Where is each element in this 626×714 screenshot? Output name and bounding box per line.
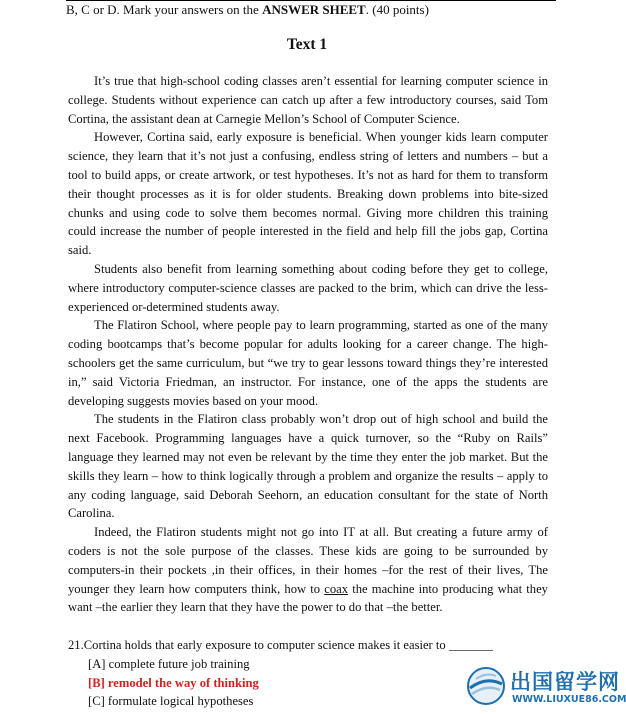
instruction-line bbox=[66, 2, 429, 18]
passage-paragraph: It’s true that high-school coding classes aren’t essential for learning computer science in college. Students without experience can catch up after a few introductory courses, said Tom Cortina, the assistant dean at Carnegie Mellon’s School of Computer Science. bbox=[68, 74, 548, 126]
instruction-prefix: B, C or D. Mark your answers on the bbox=[66, 2, 263, 17]
question-stem: 21.Cortina holds that early exposure to computer science makes it easier to _______ bbox=[68, 638, 493, 652]
passage-paragraph-last bbox=[68, 523, 548, 617]
instruction-answer-sheet: ANSWER SHEET bbox=[262, 2, 366, 17]
underlined-word-coax: coax bbox=[324, 581, 349, 596]
top-rule bbox=[66, 0, 556, 1]
passage bbox=[68, 72, 548, 617]
option-c: [C] formulate logical hypotheses bbox=[88, 694, 254, 709]
instruction-suffix: . (40 points) bbox=[365, 2, 429, 17]
last-paragraph-end: the machine into producing what they want –the earlier they learn that they have the power to do that –the better. bbox=[68, 581, 548, 615]
globe-logo-icon bbox=[466, 666, 506, 706]
passage-paragraph: However, Cortina said, early exposure is beneficial. When younger kids learn computer science, they learn that it’s not just a confusing, endless string of letters and numbers – but a tool to build apps, or create artwork, or test hypotheses. It’s not as hard for them to transform their thought processes as it is for older students. Breaking down problems into bite-sized chunks and using code to solve them becomes normal. Giving more children this training could increase the number of people interested in the field and help fill the jobs gap, Cortina said. bbox=[68, 130, 548, 258]
watermark bbox=[464, 664, 624, 710]
option-a: [A] complete future job training bbox=[88, 656, 250, 671]
passage-paragraph: Students also benefit from learning something about coding before they get to college, where introductory computer-science classes are packed to the brim, which can drive the less-experienced or-determined students away. bbox=[68, 261, 548, 314]
last-paragraph-start: Indeed, the Flatiron students might not go into IT at all. But creating a future army of coders is not the sole purpose of the classes. These kids are going to be surrounded by computers-in their pockets ,in their offices, in their homes –for the rest of their lives, The younger they learn how computers think, how to bbox=[68, 525, 548, 596]
option-b-answer: [B] remodel the way of thinking bbox=[88, 675, 259, 690]
watermark-url: WWW.LIUXUE86.COM bbox=[512, 694, 626, 705]
watermark-title: 出国留学网 bbox=[510, 670, 620, 694]
text-title: Text 1 bbox=[286, 36, 328, 53]
passage-paragraph: The students in the Flatiron class probably won’t drop out of high school and build the next Facebook. Programming languages have a quick turnover, so the “Ruby on Rails” language they learned may not even be relevant by the time they enter the job market. But the skills they learn – how to think logically through a problem and organize the results – apply to any coding language, said Deborah Seehorn, an education consultant for the state of North Carolina. bbox=[68, 412, 548, 521]
passage-paragraph: The Flatiron School, where people pay to learn programming, started as one of the many coding bootcamps that’s become popular for adults looking for a career change. The high-schoolers get the same curriculum, but “we try to gear lessons toward things they’re interested in,” said Victoria Friedman, an instructor. For instance, one of the apps the students are developing suggests movies based on your mood. bbox=[68, 318, 548, 408]
